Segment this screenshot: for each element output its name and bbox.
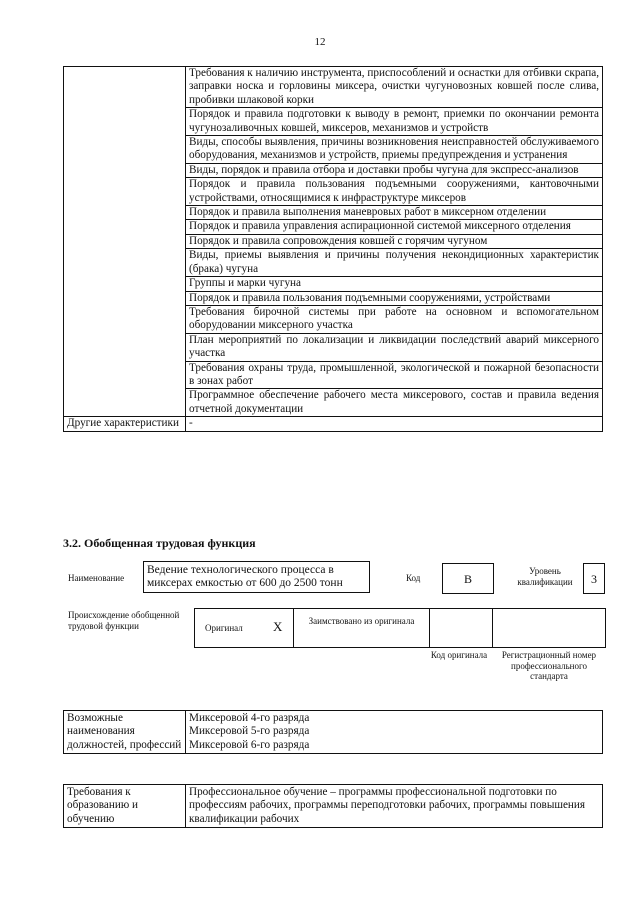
knowledge-item: Требования к наличию инструмента, приспособлений и оснастки для отбивки скрапа, заправки носка и горловины миксера, очистки чугуновозных ковшей после слива, пробивки шлаковой корки bbox=[186, 67, 603, 108]
knowledge-item: Виды, приемы выявления и причины получения некондиционных характеристик (брака) чугуна bbox=[186, 249, 603, 277]
knowledge-item: Порядок и правила сопровождения ковшей с горячим чугуном bbox=[186, 234, 603, 248]
level-label: Уровень квалификации bbox=[517, 566, 573, 587]
positions-list bbox=[186, 711, 603, 754]
knowledge-item: Порядок и правила пользования подъемными сооружениями, кантовочными устройствами, относящимися к инфраструктуре миксеров bbox=[186, 178, 603, 206]
position-item: Миксеровой 4-го разряда bbox=[189, 712, 310, 724]
knowledge-item: Порядок и правила пользования подъемными сооружениями, устройствами bbox=[186, 291, 603, 305]
position-item: Миксеровой 6-го разряда bbox=[189, 738, 310, 751]
education-table bbox=[63, 784, 603, 828]
knowledge-item: Программное обеспечение рабочего места миксерового, состав и правила ведения отчетной документации bbox=[186, 389, 603, 417]
knowledge-item: Виды, способы выявления, причины возникновения неисправностей обслуживаемого оборудования, механизмов и устройств, приемы предупреждения и устранения bbox=[186, 136, 603, 164]
original-mark: Х bbox=[273, 619, 283, 634]
table-row bbox=[64, 417, 603, 431]
code-label: Код bbox=[406, 573, 421, 583]
name-label: Наименование bbox=[68, 573, 125, 583]
qualification-level-value: 3 bbox=[583, 563, 605, 594]
knowledge-item: Требования бирочной системы при работе на основном и вспомогательном оборудовании миксерного участка bbox=[186, 305, 603, 333]
knowledge-item: Требования охраны труда, промышленной, экологической и пожарной безопасности в зонах работ bbox=[186, 361, 603, 389]
registration-number-caption: Регистрационный номер профессионального стандарта bbox=[501, 650, 597, 681]
origin-grid bbox=[194, 608, 606, 648]
borrowed-cell bbox=[294, 609, 430, 647]
original-cell bbox=[195, 609, 294, 647]
page-number: 12 bbox=[314, 36, 326, 48]
section-title: 3.2. Обобщенная трудовая функция bbox=[63, 536, 256, 550]
education-value: Профессиональное обучение – программы профессиональной подготовки по профессиям рабочих, программы переподготовки рабочих, программы повышения квалификации рабочих bbox=[186, 785, 603, 828]
knowledge-item: Порядок и правила подготовки к выводу в ремонт, приемки по окончании ремонта чугунозаливочных ковшей, миксеров, механизмов и устройств bbox=[186, 108, 603, 136]
function-name-value: Ведение технологического процесса в миксерах емкостью от 600 до 2500 тонн bbox=[143, 561, 370, 593]
education-label: Требования к образованию и обучению bbox=[64, 785, 186, 828]
knowledge-item: Виды, порядок и правила отбора и доставки пробы чугуна для экспресс-анализов bbox=[186, 163, 603, 177]
table-row bbox=[64, 67, 603, 108]
positions-table bbox=[63, 710, 603, 754]
knowledge-item: Порядок и правила выполнения маневровых работ в миксерном отделении bbox=[186, 206, 603, 220]
original-code-cell bbox=[430, 609, 493, 647]
knowledge-table bbox=[63, 66, 603, 432]
function-code-value: B bbox=[442, 563, 494, 594]
borrowed-label: Заимствовано из оригинала bbox=[308, 616, 415, 626]
knowledge-item: Порядок и правила управления аспирационной системой миксерного отделения bbox=[186, 220, 603, 234]
positions-label: Возможные наименования должностей, профессий bbox=[64, 711, 186, 754]
position-item: Миксеровой 5-го разряда bbox=[189, 725, 310, 738]
original-code-caption: Код оригинала bbox=[430, 650, 488, 660]
knowledge-item: Группы и марки чугуна bbox=[186, 277, 603, 291]
knowledge-item: План мероприятий по локализации и ликвидации последствий аварий миксерного участка bbox=[186, 333, 603, 361]
other-characteristics-label: Другие характеристики bbox=[64, 417, 186, 431]
original-label: Оригинал bbox=[205, 623, 243, 633]
origin-label: Происхождение обобщенной трудовой функции bbox=[68, 610, 180, 631]
knowledge-label-cell bbox=[64, 67, 186, 417]
other-characteristics-value: - bbox=[186, 417, 603, 431]
